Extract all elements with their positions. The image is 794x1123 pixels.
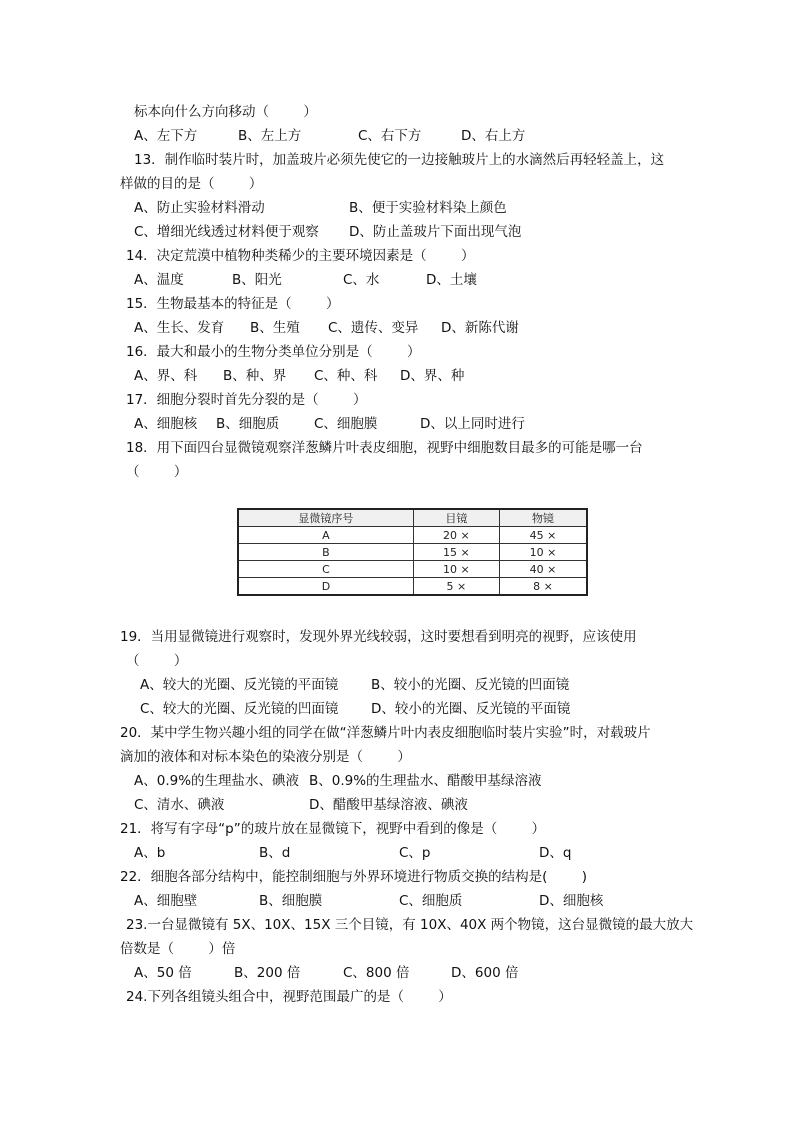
table-row <box>238 527 587 544</box>
cell-eyepiece: 20 × <box>413 527 499 544</box>
option-b: B、左上方 <box>238 128 302 144</box>
option-b: B、细胞质 <box>216 416 280 432</box>
option-d: D、右上方 <box>461 128 526 144</box>
option-b: B、0.9%的生理盐水、醋酸甲基绿溶液 <box>309 773 542 789</box>
q17-text: 17．细胞分裂时首先分裂的是（ ） <box>126 392 367 408</box>
table-row <box>238 561 587 578</box>
q13-text-cont: 样做的目的是（ ） <box>120 176 263 192</box>
cell-id: A <box>238 527 413 544</box>
q13-text: 13．制作临时装片时，加盖玻片必须先使它的一边接触玻片上的水滴然后再轻轻盖上，这 <box>134 152 665 168</box>
q14-text: 14．决定荒漠中植物种类稀少的主要环境因素是（ ） <box>126 248 475 264</box>
q24-text: 24.下列各组镜头组合中，视野范围最广的是（ ） <box>126 989 452 1005</box>
option-b: B、200 倍 <box>234 965 301 981</box>
cell-eyepiece: 15 × <box>413 544 499 561</box>
option-b: B、较小的光圈、反光镜的凹面镜 <box>371 677 570 693</box>
option-c: C、p <box>399 845 431 861</box>
option-a: A、左下方 <box>134 128 198 144</box>
q23-text: 23.一台显微镜有 5X、10X、15X 三个目镜，有 10X、40X 两个物镜，这台显微镜的最大放大 <box>126 917 694 933</box>
cell-id: D <box>238 578 413 596</box>
col-header-id: 显微镜序号 <box>238 509 413 527</box>
cell-eyepiece: 5 × <box>413 578 499 596</box>
q20-text-cont: 滴加的液体和对标本染色的染液分别是（ ） <box>120 749 411 765</box>
option-c: C、较大的光圈、反光镜的凹面镜 <box>140 701 339 717</box>
option-c: C、右下方 <box>358 128 422 144</box>
table-row <box>238 578 587 596</box>
option-a: A、防止实验材料滑动 <box>134 200 265 216</box>
option-a: A、细胞壁 <box>134 893 198 909</box>
option-d: D、土壤 <box>426 272 477 288</box>
table-header-row <box>238 509 587 527</box>
option-a: A、细胞核 <box>134 416 198 432</box>
cell-eyepiece: 10 × <box>413 561 499 578</box>
option-c: C、增细光线透过材料便于观察 <box>134 224 319 240</box>
option-d: D、界、种 <box>400 368 465 384</box>
option-a: A、较大的光圈、反光镜的平面镜 <box>140 677 339 693</box>
q22-text: 22．细胞各部分结构中，能控制细胞与外界环境进行物质交换的结构是( ) <box>120 869 588 885</box>
option-b: B、细胞膜 <box>259 893 323 909</box>
option-b: B、种、界 <box>223 368 287 384</box>
q18-text: 18．用下面四台显微镜观察洋葱鳞片叶表皮细胞，视野中细胞数目最多的可能是哪一台 <box>126 440 643 456</box>
q15-text: 15．生物最基本的特征是（ ） <box>126 296 340 312</box>
option-b: B、便于实验材料染上颜色 <box>349 200 507 216</box>
q23-text-cont: 倍数是（ ）倍 <box>120 941 236 957</box>
cell-objective: 10 × <box>499 544 587 561</box>
microscope-table <box>237 508 588 596</box>
option-a: A、温度 <box>134 272 184 288</box>
q16-text: 16．最大和最小的生物分类单位分别是（ ） <box>126 344 421 360</box>
option-a: A、界、科 <box>134 368 198 384</box>
col-header-objective: 物镜 <box>499 509 587 527</box>
option-c: C、细胞质 <box>399 893 463 909</box>
option-d: D、q <box>539 845 572 861</box>
option-d: D、防止盖玻片下面出现气泡 <box>349 224 522 240</box>
cell-id: B <box>238 544 413 561</box>
option-c: C、遗传、变异 <box>328 320 419 336</box>
cell-objective: 45 × <box>499 527 587 544</box>
q19-text: 19．当用显微镜进行观察时，发现外界光线较弱，这时要想看到明亮的视野，应该使用 <box>120 629 637 645</box>
cell-objective: 8 × <box>499 578 587 596</box>
q18-text-cont: （ ） <box>126 464 188 480</box>
option-d: D、新陈代谢 <box>441 320 519 336</box>
option-a: A、50 倍 <box>134 965 192 981</box>
option-a: A、0.9%的生理盐水、碘液 <box>134 773 300 789</box>
q20-text: 20．某中学生物兴趣小组的同学在做“洋葱鳞片叶内表皮细胞临时装片实验”时，对载玻片 <box>120 725 651 741</box>
option-c: C、水 <box>343 272 380 288</box>
option-a: A、b <box>134 845 166 861</box>
option-d: D、600 倍 <box>451 965 519 981</box>
option-a: A、生长、发育 <box>134 320 225 336</box>
option-b: B、阳光 <box>232 272 282 288</box>
col-header-eyepiece: 目镜 <box>413 509 499 527</box>
option-b: B、d <box>259 845 291 861</box>
option-d: D、较小的光圈、反光镜的平面镜 <box>371 701 571 717</box>
q21-text: 21．将写有字母“p”的玻片放在显微镜下，视野中看到的像是（ ） <box>120 821 546 837</box>
option-d: D、细胞核 <box>539 893 604 909</box>
cell-objective: 40 × <box>499 561 587 578</box>
option-b: B、生殖 <box>250 320 300 336</box>
option-c: C、清水、碘液 <box>134 797 225 813</box>
option-d: D、醋酸甲基绿溶液、碘液 <box>309 797 468 813</box>
cell-id: C <box>238 561 413 578</box>
table-row <box>238 544 587 561</box>
q19-text-cont: （ ） <box>126 653 188 669</box>
q12-tail: 标本向什么方向移动（ ） <box>134 104 317 120</box>
option-d: D、以上同时进行 <box>420 416 525 432</box>
option-c: C、细胞膜 <box>314 416 378 432</box>
option-c: C、800 倍 <box>343 965 410 981</box>
option-c: C、种、科 <box>314 368 378 384</box>
